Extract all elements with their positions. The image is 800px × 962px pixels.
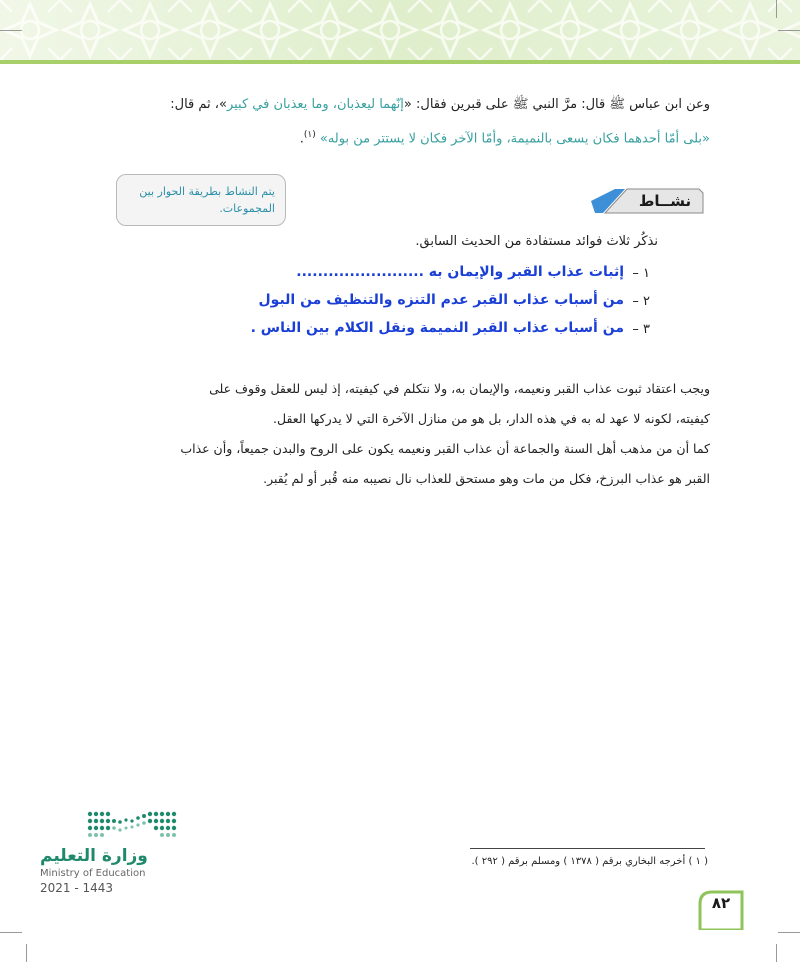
belief-section	[90, 374, 710, 494]
hadith-paragraph	[90, 90, 710, 154]
hadith-line-1	[90, 90, 710, 120]
answer-row-3	[90, 320, 650, 346]
answer-text: من أسباب عذاب القبر عدم التنزه والتنظيف من البول	[258, 292, 624, 308]
hadith-intro: وعن ابن عباس ﷺ قال: مرَّ النبي ﷺ على قبرين فقال: «	[403, 97, 710, 112]
crop-mark	[26, 944, 27, 962]
crop-mark	[776, 0, 777, 18]
belief-p2-line2: القبر هو عذاب البرزخ، فكل من مات وهو مستحق للعذاب نال نصيبه منه قُبر أو لم يُقبر.	[263, 471, 710, 486]
answer-number: ٣ –	[632, 322, 650, 337]
crop-mark	[0, 932, 22, 933]
belief-p1-line2: كيفيته، لكونه لا عهد له به في هذه الدار، بل هو من منازل الآخرة التي لا يدركها العقل.	[273, 411, 710, 426]
activity-instruction: نذكُر ثلاث فوائد مستفادة من الحديث السابق.	[415, 234, 658, 249]
activity-label: نشــاط	[638, 192, 692, 210]
crop-mark	[776, 944, 777, 962]
hadith-quote-2: «بلى أمّا أحدهما فكان يسعى بالنميمة، وأمّا الآخر فكان لا يستتر من بوله»	[319, 131, 710, 147]
crop-mark	[778, 30, 800, 31]
crop-mark	[0, 30, 22, 31]
hadith-end: .	[299, 131, 304, 147]
ministry-name-arabic: وزارة التعليم	[40, 846, 148, 866]
answer-text: إثبات عذاب القبر والإيمان به ........................	[296, 264, 624, 280]
hadith-line-2	[90, 120, 710, 154]
belief-p2-line1: كما أن من مذهب أهل السنة والجماعة أن عذاب القبر ونعيمه يكون على الروح والبدن جميعاً، وأن عذاب	[180, 441, 710, 456]
answer-number: ٢ –	[632, 294, 650, 309]
activity-note-box	[116, 174, 286, 226]
ministry-logo-icon	[86, 808, 178, 842]
answer-row-1	[90, 264, 650, 290]
hadith-quote-1: إنّهما ليعذبان، وما يعذبان في كبير	[226, 97, 404, 112]
ministry-year: 2021 - 1443	[40, 881, 114, 895]
ministry-name-english: Ministry of Education	[40, 868, 146, 879]
answer-row-2	[90, 292, 650, 318]
belief-p1-line1: ويجب اعتقاد ثبوت عذاب القبر ونعيمه، والإيمان به، ولا نتكلم في كيفيته، إذ ليس للعقل وقوف على	[209, 381, 710, 396]
answer-number: ١ –	[632, 266, 650, 281]
activity-note-text: يتم النشاط بطريقة الحوار بين المجموعات.	[139, 185, 275, 215]
answer-text: من أسباب عذاب القبر النميمة ونقل الكلام بين الناس .	[250, 320, 624, 336]
crop-mark	[778, 932, 800, 933]
header-pattern-band	[0, 0, 800, 64]
page-number: ٨٢	[711, 894, 731, 912]
footnote-text: ( ١ ) أخرجه البخاري برقم ( ١٣٧٨ ) ومسلم برقم ( ٢٩٢ ).	[471, 856, 708, 867]
footnote-divider	[470, 848, 705, 849]
footnote-ref: (١)	[303, 130, 316, 140]
hadith-continue: »، ثم قال:	[170, 97, 227, 112]
